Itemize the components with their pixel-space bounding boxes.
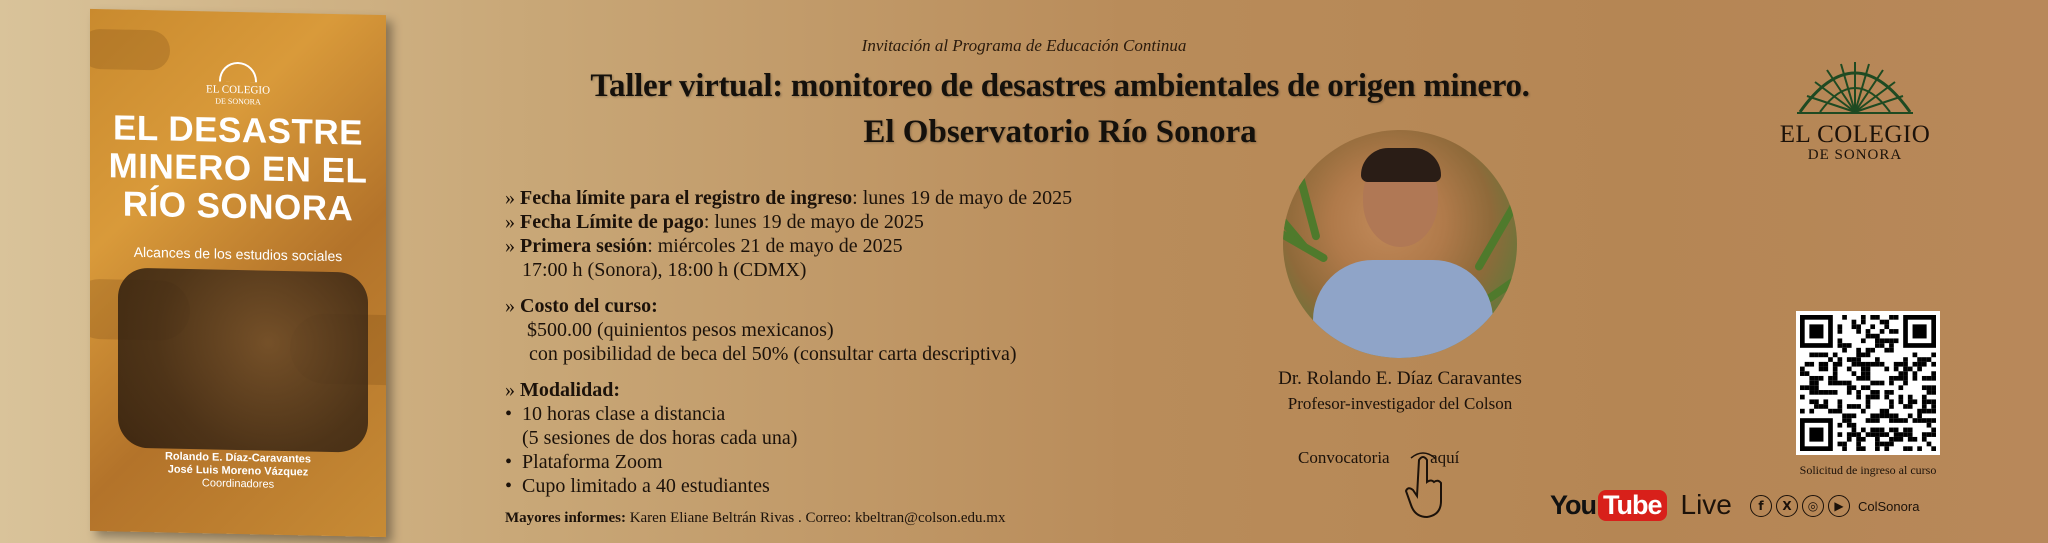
book-logo xyxy=(90,59,386,111)
logo-line1: EL COLEGIO xyxy=(1779,121,1931,148)
costo-line1: $500.00 (quinientos pesos mexicanos) xyxy=(527,319,834,341)
modalidad-label: Modalidad: xyxy=(520,379,621,401)
book-cover xyxy=(90,9,386,537)
contact-label: Mayores informes: xyxy=(505,510,626,526)
book-title-line2: MINERO EN EL xyxy=(108,146,368,191)
page-title-line2: El Observatorio Río Sonora xyxy=(863,114,1257,150)
book-author-2: José Luis Moreno Vázquez xyxy=(167,463,309,479)
book-title xyxy=(90,109,386,229)
info-row-modalidad xyxy=(505,378,1072,402)
convocatoria-aqui: aquí xyxy=(1430,448,1460,467)
modalidad-item-1-sub: (5 sesiones de dos horas cada una) xyxy=(522,427,798,449)
costo-line2: con posibilidad de beca del 50% (consultar carta descriptiva) xyxy=(529,343,1017,365)
facebook-icon[interactable]: f xyxy=(1750,495,1772,517)
dot-icon: • xyxy=(505,403,513,425)
mod-item1-text: 10 horas clase a distancia xyxy=(522,403,726,425)
youtube-tube-text: Tube xyxy=(1598,490,1667,521)
primera-label: Primera sesión xyxy=(520,235,648,257)
bullet-icon: » xyxy=(505,379,515,401)
book-cover-photo xyxy=(118,267,368,452)
registro-value: : lunes 19 de mayo de 2025 xyxy=(852,187,1073,209)
youtube-live-text: Live xyxy=(1680,489,1732,520)
book-coordinators: Coordinadores xyxy=(201,477,275,491)
info-row-registro xyxy=(505,186,1072,210)
book-logo-line2: DE SONORA xyxy=(215,96,261,107)
colson-logo xyxy=(1760,56,1950,164)
info-row-pago xyxy=(505,210,1072,234)
info-row-costo xyxy=(505,294,1072,318)
mod-item3-text: Cupo limitado a 40 estudiantes xyxy=(522,475,770,497)
dot-icon: • xyxy=(505,451,513,473)
social-handle: ColSonora xyxy=(1858,498,1920,514)
speaker-name: Dr. Rolando E. Díaz Caravantes xyxy=(1278,368,1522,389)
qr-code-icon xyxy=(1800,315,1936,451)
book-subtitle: Alcances de los estudios sociales xyxy=(133,243,343,265)
book-logo-arc-icon xyxy=(219,62,257,83)
info-row-primera xyxy=(505,234,1072,258)
contact-value[interactable]: Karen Eliane Beltrán Rivas . Correo: kbeltran@colson.edu.mx xyxy=(629,510,1006,526)
primera-value: : miércoles 21 de mayo de 2025 xyxy=(647,235,903,257)
instagram-icon[interactable]: ◎ xyxy=(1802,495,1824,517)
dot-icon: • xyxy=(505,475,513,497)
modalidad-item-1 xyxy=(505,402,1072,426)
book-author-1: Rolando E. Díaz-Caravantes xyxy=(164,450,312,466)
social-links xyxy=(1750,495,1919,517)
youtube-live-link[interactable] xyxy=(1550,488,1732,522)
course-info xyxy=(505,186,1072,498)
qr-caption: Solicitud de ingreso al curso xyxy=(1799,463,1937,477)
modalidad-item-3 xyxy=(505,474,1072,498)
bullet-icon: » xyxy=(505,187,515,209)
horario: 17:00 h (Sonora), 18:00 h (CDMX) xyxy=(522,259,807,281)
speaker-photo xyxy=(1283,130,1517,358)
bullet-icon: » xyxy=(505,295,515,317)
convocatoria-text: Convocatoria xyxy=(1298,448,1390,467)
logo-line2: DE SONORA xyxy=(1807,147,1903,163)
pago-value: : lunes 19 de mayo de 2025 xyxy=(703,211,924,233)
invitation-text: Invitación al Programa de Educación Continua xyxy=(861,36,1187,55)
speaker-role: Profesor-investigador del Colson xyxy=(1287,394,1513,413)
youtube-icon[interactable]: ▶ xyxy=(1828,495,1850,517)
book-logo-line1: EL COLEGIO xyxy=(205,83,271,97)
pago-label: Fecha Límite de pago xyxy=(520,211,704,233)
registro-label: Fecha límite para el registro de ingreso xyxy=(520,187,853,209)
invitation-line xyxy=(0,36,2048,56)
mod-item2-text: Plataforma Zoom xyxy=(522,451,663,473)
contact-info xyxy=(505,510,1005,527)
book-title-line1: EL DESASTRE xyxy=(113,108,363,153)
book-title-line3: RÍO SONORA xyxy=(122,184,354,229)
bullet-icon: » xyxy=(505,211,515,233)
x-icon[interactable]: X xyxy=(1776,495,1798,517)
page-title-line1: Taller virtual: monitoreo de desastres ambientales de origen minero. xyxy=(590,68,1530,104)
qr-code[interactable] xyxy=(1796,311,1940,455)
youtube-you-text: You xyxy=(1550,489,1596,520)
bullet-icon: » xyxy=(505,235,515,257)
colson-logo-arc-icon xyxy=(1795,56,1915,114)
pointing-hand-icon[interactable] xyxy=(1405,452,1445,522)
costo-label: Costo del curso: xyxy=(520,295,658,317)
modalidad-item-2 xyxy=(505,450,1072,474)
book-authors xyxy=(90,449,386,494)
